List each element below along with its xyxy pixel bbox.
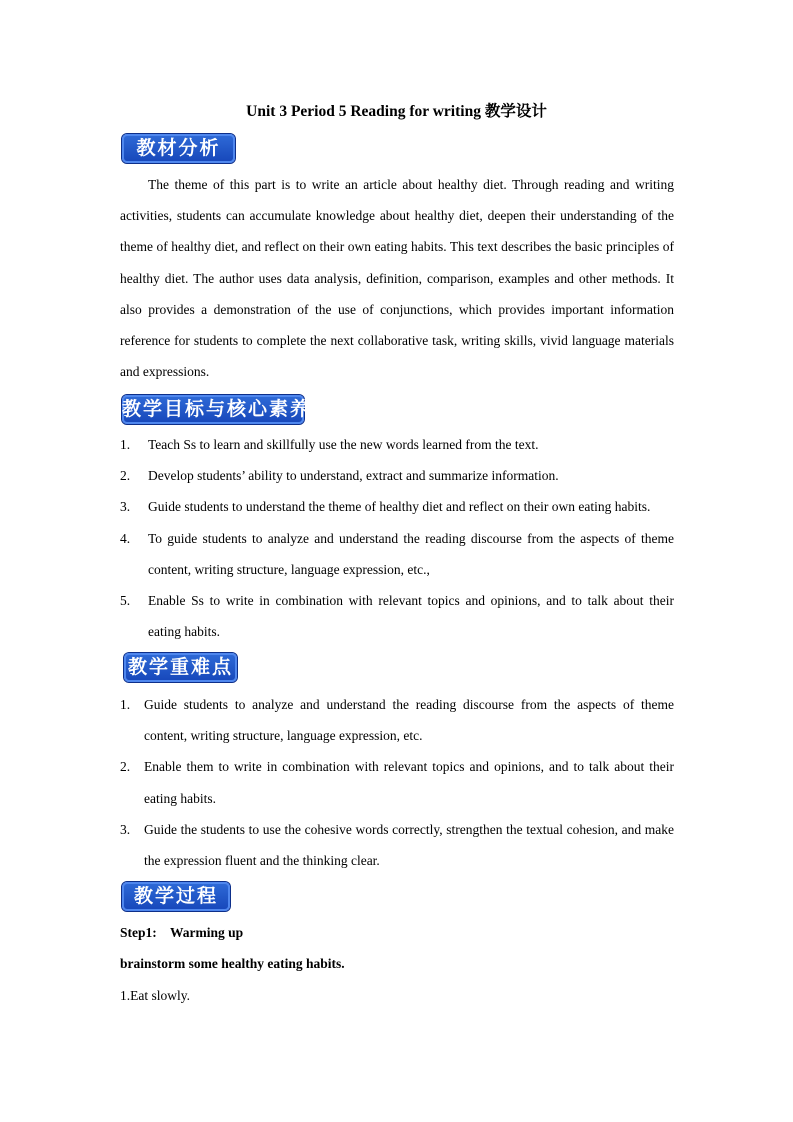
list-item: 1. Teach Ss to learn and skillfully use the new words learned from the text. [120,437,539,452]
analysis-paragraph: The theme of this part is to write an article about healthy diet. Through reading and writing activities, students can accumulate knowledge about healthy diet, deepen their understanding of the theme of healthy diet, and reflect on their own eating habits. This text describes the basic principles of healthy diet. The author uses data analysis, definition, comparison, examples and other methods. It also provides a demonstration of the use of conjunctions, which provides important information reference for students to complete the next collaborative task, writing skills, vivid language materials and expressions. [120,177,674,380]
keypoints-list [120,689,674,876]
list-item: 4. To guide students to analyze and understand the reading discourse from the aspects of theme content, writing structure, language expression, etc., [120,530,674,577]
document-title: Unit 3 Period 5 Reading for writing 教学设计 [246,103,547,120]
step1-heading: Step1: Warming up [120,925,244,940]
section-heading-process: 教学过程 [122,882,230,911]
list-item: 2. Enable them to write in combination with relevant topics and opinions, and to talk about their eating habits. [120,759,674,806]
step1-item-1: 1.Eat slowly. [120,988,190,1003]
list-item: 3. Guide students to understand the theme of healthy diet and reflect on their own eating habits. [120,499,651,515]
list-item: 5. Enable Ss to write in combination with relevant topics and opinions, and to talk about their eating habits. [120,593,674,640]
section-heading-objectives: 教学目标与核心素养 [122,395,304,424]
list-item: 1. Guide students to analyze and understand the reading discourse from the aspects of theme content, writing structure, language expression, etc. [120,697,674,744]
list-item: 3. Guide the students to use the cohesive words correctly, strengthen the textual cohesion, and make the expression fluent and the thinking clear. [120,821,674,869]
list-item: 2. Develop students’ ability to understand, extract and summarize information. [120,468,559,484]
section-heading-keypoints: 教学重难点 [124,653,237,682]
objectives-list [120,429,674,647]
section-heading-analysis: 教材分析 [122,134,235,163]
step1-task: brainstorm some healthy eating habits. [120,956,345,971]
